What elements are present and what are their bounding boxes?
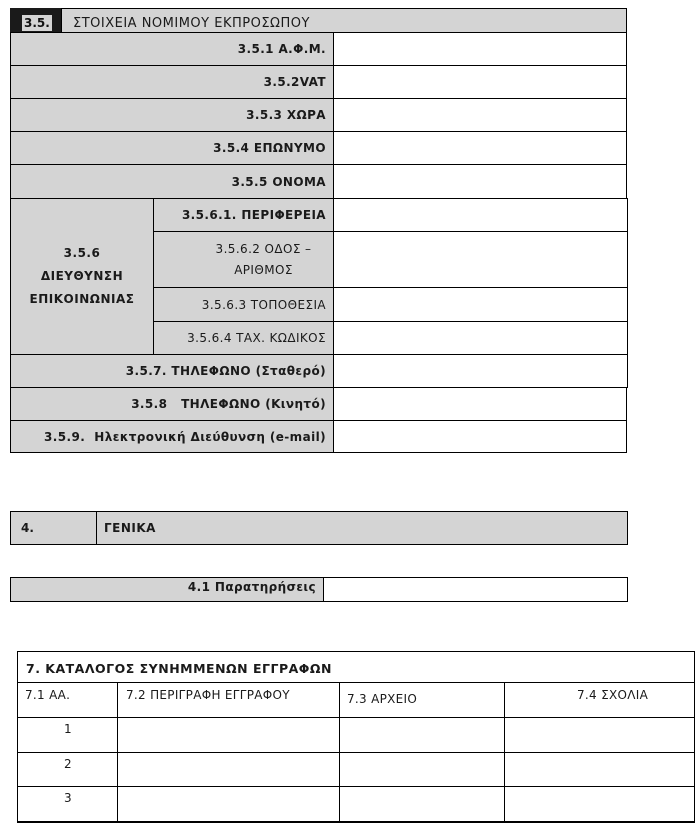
- row-aa: 1: [64, 722, 72, 736]
- address-group-title-2: ΕΠΙΚΟΙΝΩΝΙΑΣ: [29, 292, 135, 306]
- address-group-label: [10, 198, 154, 355]
- attachments-title-divider: [17, 682, 695, 683]
- row-comments-cell[interactable]: [505, 787, 694, 822]
- row-description-cell[interactable]: [118, 753, 339, 786]
- attachments-title: 7. ΚΑΤΑΛΟΓΟΣ ΣΥΝΗΜΜΕΝΩΝ ΕΓΓΡΑΦΩΝ: [26, 661, 332, 676]
- label-phone-mobile: 3.5.8 ΤΗΛΕΦΩΝΟ (Κινητό): [131, 397, 326, 411]
- row-description-cell[interactable]: [118, 718, 339, 752]
- label-email: 3.5.9. Ηλεκτρονική Διεύθυνση (e-mail): [44, 429, 326, 444]
- col-header-aa: 7.1 ΑΑ.: [25, 688, 71, 702]
- section-4-divider: [96, 511, 97, 545]
- label-vat: 3.5.2VAT: [263, 75, 326, 89]
- label-location: 3.5.6.3 ΤΟΠΟΘΕΣΙΑ: [201, 297, 326, 312]
- row-aa: 3: [64, 791, 72, 805]
- label-street-line2: ΑΡΙΘΜΟΣ: [234, 262, 293, 277]
- table-row: [17, 753, 695, 786]
- label-phone-landline: 3.5.7. ΤΗΛΕΦΩΝΟ (Σταθερό): [125, 364, 326, 378]
- label-street: [153, 231, 334, 288]
- row-comments-cell[interactable]: [505, 718, 694, 752]
- label-surname: 3.5.4 ΕΠΩΝΥΜΟ: [213, 141, 326, 155]
- input-surname[interactable]: [333, 131, 627, 165]
- table-row: [17, 787, 695, 822]
- section-3-5-title: ΣΤΟΙΧΕΙΑ ΝΟΜΙΜΟΥ ΕΚΠΡΟΣΩΠΟΥ: [73, 16, 310, 31]
- input-postal[interactable]: [333, 321, 628, 355]
- section-3-5-number: 3.5.: [24, 16, 50, 30]
- row-description-cell[interactable]: [118, 787, 339, 822]
- row-file-cell[interactable]: [340, 787, 504, 822]
- input-remarks[interactable]: [323, 577, 628, 602]
- input-street[interactable]: [333, 231, 628, 288]
- col-header-description: 7.2 ΠΕΡΙΓΡΑΦΗ ΕΓΓΡΑΦΟΥ: [126, 688, 290, 702]
- input-region[interactable]: [333, 198, 628, 232]
- row-comments-cell[interactable]: [505, 753, 694, 786]
- label-name: 3.5.5 ΟΝΟΜΑ: [231, 174, 326, 189]
- label-postal: 3.5.6.4 ΤΑΧ. ΚΩΔΙΚΟΣ: [187, 331, 326, 345]
- input-email[interactable]: [333, 420, 627, 453]
- section-4-header: [10, 511, 628, 545]
- input-afm[interactable]: [333, 32, 627, 66]
- input-country[interactable]: [333, 98, 627, 132]
- label-region: 3.5.6.1. ΠΕΡΙΦΕΡΕΙΑ: [181, 208, 326, 222]
- row-aa: 2: [64, 757, 72, 771]
- col-header-file: 7.3 ΑΡΧΕΙΟ: [347, 692, 418, 706]
- label-street-line1: 3.5.6.2 ΟΔΟΣ –: [215, 241, 312, 256]
- label-remarks: 4.1 Παρατηρήσεις: [187, 580, 316, 594]
- address-group-number: 3.5.6: [63, 246, 101, 260]
- row-file-cell[interactable]: [340, 753, 504, 786]
- label-afm: 3.5.1 Α.Φ.Μ.: [237, 42, 326, 56]
- col-header-comments: 7.4 ΣΧΟΛΙΑ: [577, 688, 649, 702]
- input-name[interactable]: [333, 164, 627, 199]
- section-4-number: 4.: [21, 521, 34, 535]
- row-file-cell[interactable]: [340, 718, 504, 752]
- section-4-title: ΓΕΝΙΚΑ: [104, 521, 156, 535]
- input-vat[interactable]: [333, 65, 627, 99]
- label-country: 3.5.3 ΧΩΡΑ: [246, 108, 326, 122]
- address-group-title-1: ΔΙΕΥΘΥΝΣΗ: [40, 269, 124, 283]
- input-phone-landline[interactable]: [333, 354, 628, 388]
- input-location[interactable]: [333, 287, 628, 322]
- input-phone-mobile[interactable]: [333, 387, 627, 421]
- table-row: [17, 718, 695, 752]
